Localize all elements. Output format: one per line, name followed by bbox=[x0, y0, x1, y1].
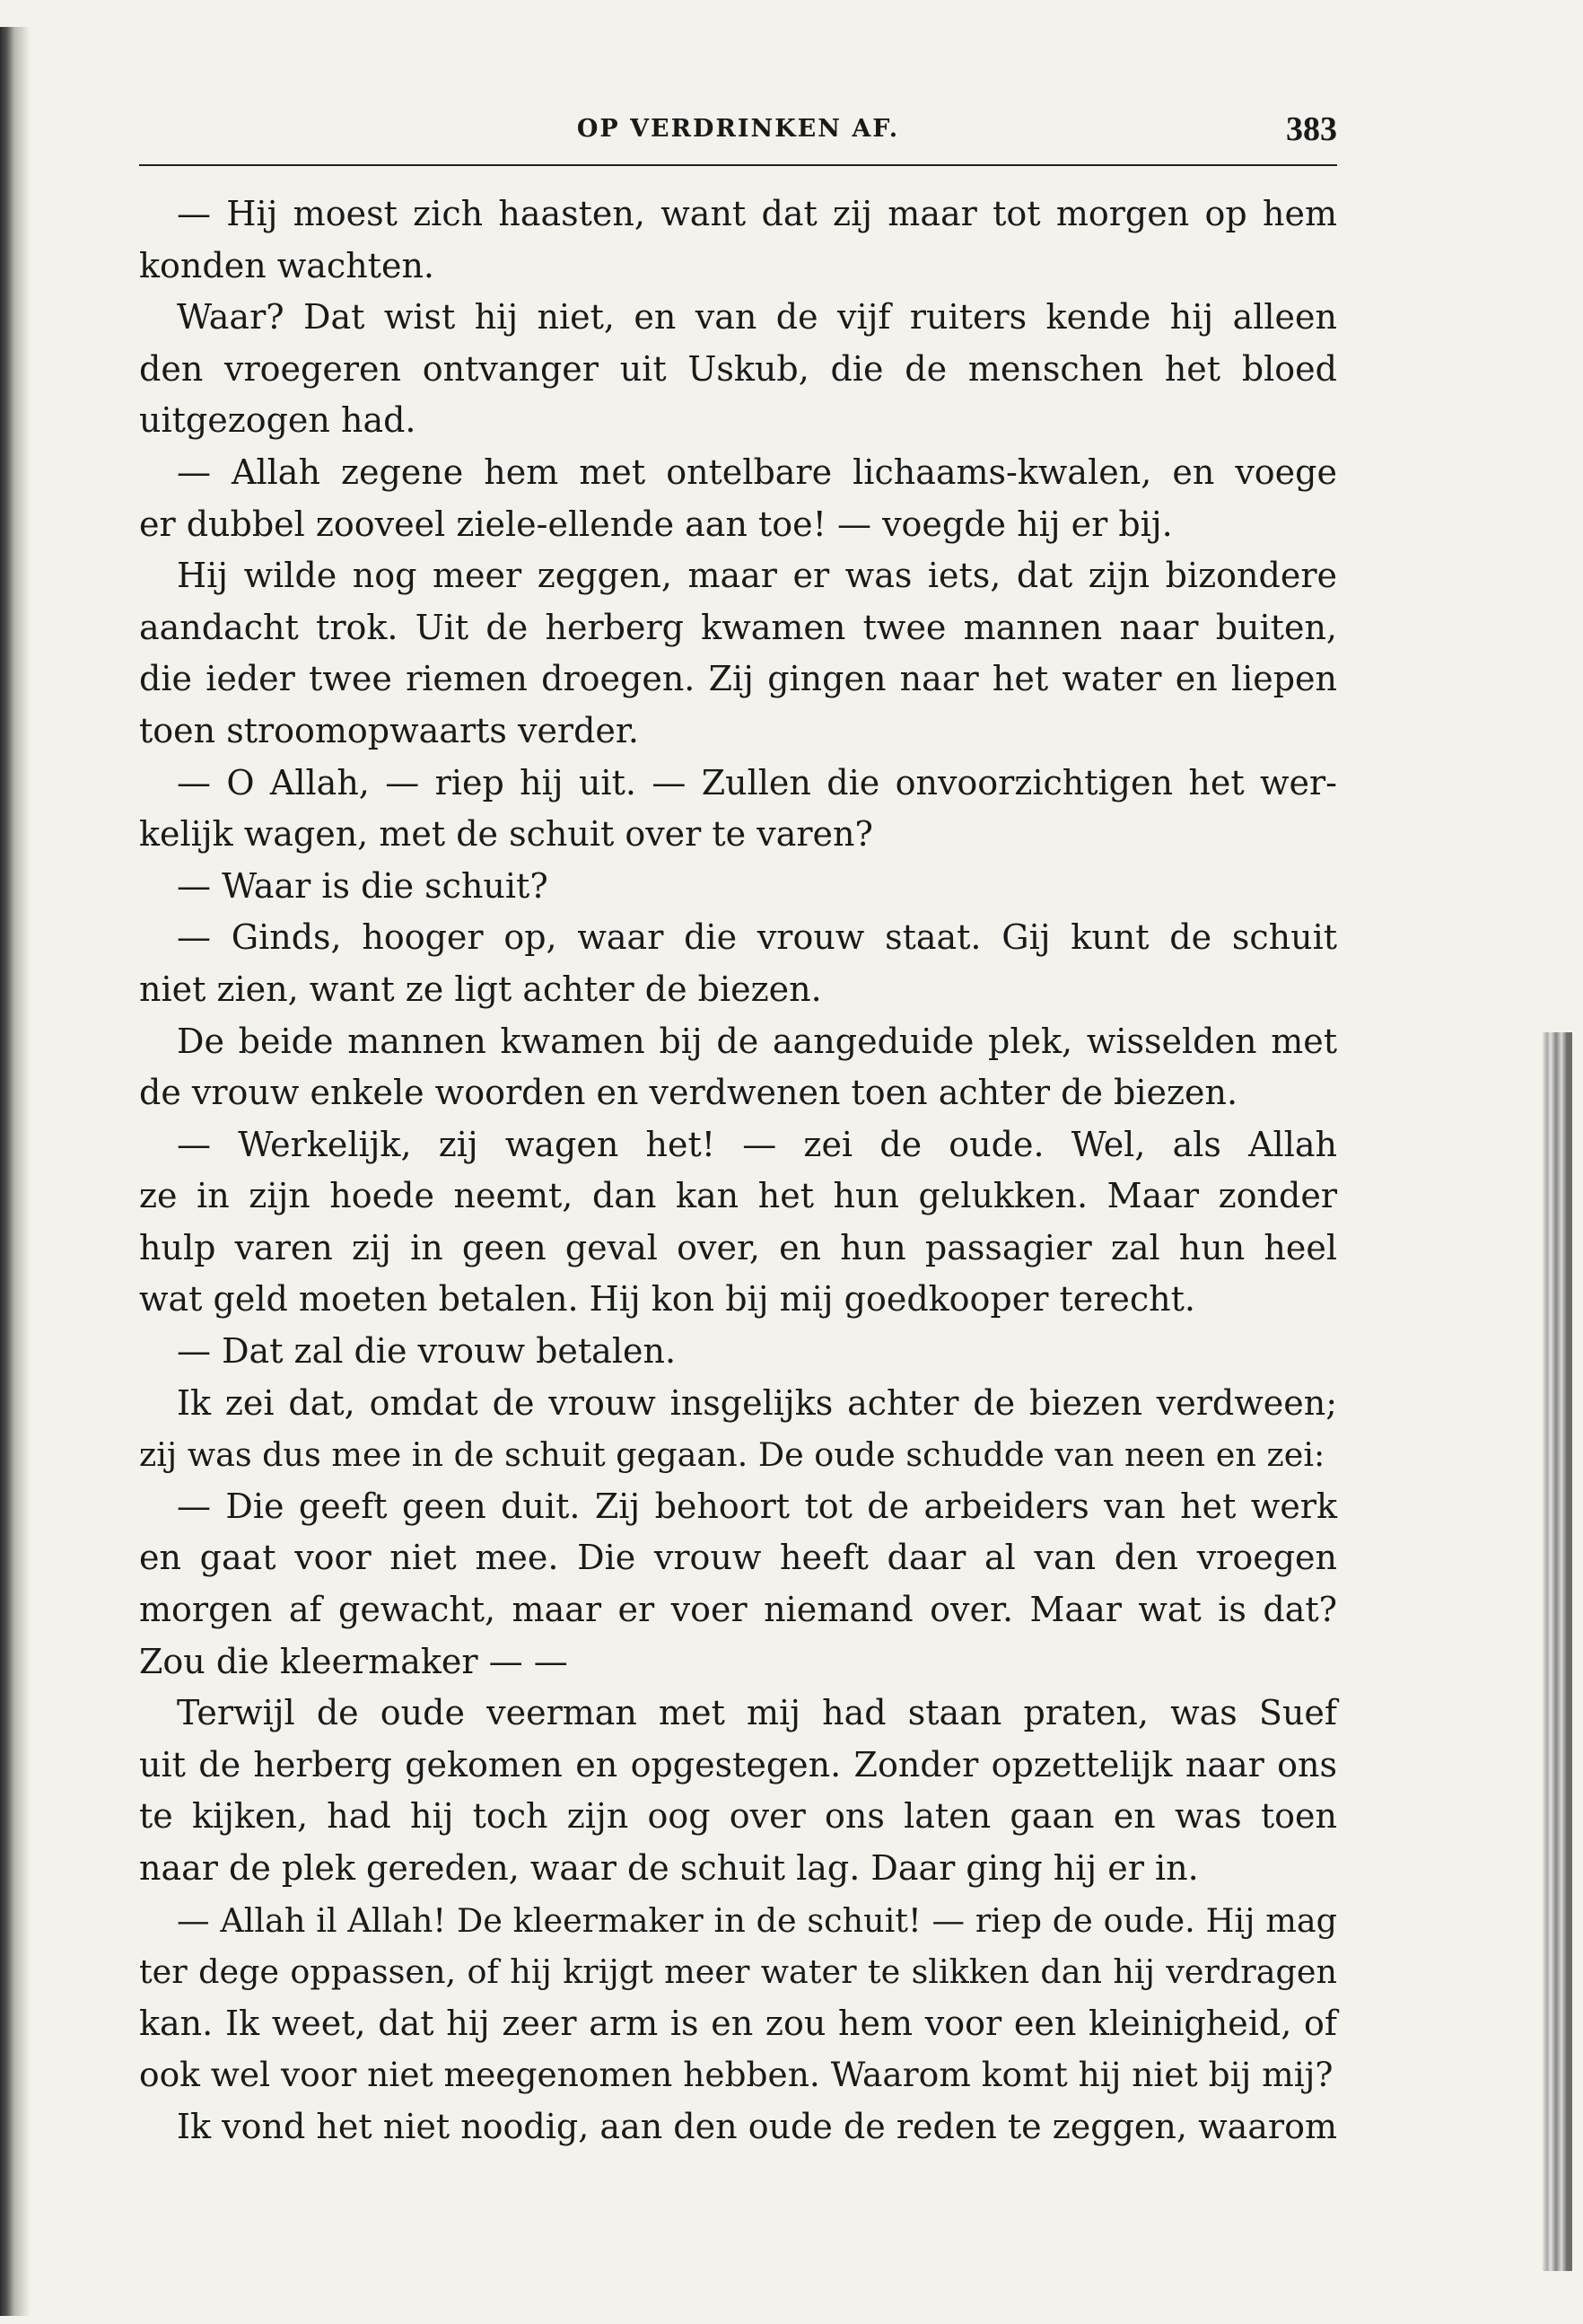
text-line: zij was dus mee in de schuit gegaan. De oude schudde van neen en zei: bbox=[139, 1435, 1325, 1475]
text-line: Ik zei dat, omdat de vrouw insgelijks achter de biezen verdween; bbox=[177, 1382, 1337, 1423]
text-line: wat geld moeten betalen. Hij kon bij mij goedkooper terecht. bbox=[139, 1279, 1195, 1320]
text-line: ze in zijn hoede neemt, dan kan het hun gelukken. Maar zonder bbox=[139, 1176, 1337, 1216]
text-line: — Hij moest zich haasten, want dat zij maar tot morgen op hem bbox=[177, 194, 1337, 233]
text-line: ook wel voor niet meegenomen hebben. Waarom komt hij niet bij mij? bbox=[139, 2055, 1334, 2095]
text-line: er dubbel zooveel ziele-ellende aan toe! — voegde hij er bij. bbox=[139, 504, 1173, 544]
text-line: te kijken, had hij toch zijn oog over ons laten gaan en was toen bbox=[139, 1796, 1337, 1837]
text-line: De beide mannen kwamen bij de aangeduide plek, wisselden met bbox=[177, 1021, 1337, 1061]
text-line: Waar? Dat wist hij niet, en van de vijf ruiters kende hij alleen bbox=[177, 297, 1337, 338]
binding-shadow bbox=[0, 27, 31, 2316]
text-line: hulp varen zij in geen geval over, en hun passagier zal hun heel bbox=[139, 1227, 1337, 1267]
text-line: — Allah il Allah! De kleermaker in de schuit! — riep de oude. Hij mag bbox=[177, 1900, 1337, 1940]
text-line: aandacht trok. Uit de herberg kwamen twee mannen naar buiten, bbox=[139, 607, 1337, 647]
text-line: — Waar is die schuit? bbox=[177, 865, 548, 906]
text-line: en gaat voor niet mee. Die vrouw heeft daar al van den vroegen bbox=[139, 1538, 1337, 1578]
text-line: Hij wilde nog meer zeggen, maar er was iets, dat zijn bizondere bbox=[177, 556, 1337, 596]
text-line: Terwijl de oude veerman met mij had staan praten, was Suef bbox=[177, 1693, 1337, 1733]
text-line: Ik vond het niet noodig, aan den oude de reden te zeggen, waarom bbox=[177, 2106, 1337, 2146]
text-line: — Allah zegene hem met ontelbare lichaams-kwalen, en voege bbox=[177, 452, 1337, 492]
running-title: OP VERDRINKEN AF. bbox=[576, 115, 900, 143]
page-number: 383 bbox=[1286, 110, 1337, 148]
text-line: uitgezogen had. bbox=[139, 400, 416, 441]
text-line: ter dege oppassen, of hij krijgt meer water te slikken dan hij verdragen bbox=[139, 1952, 1337, 1992]
text-line: — O Allah, — riep hij uit. — Zullen die onvoorzichtigen het wer- bbox=[177, 762, 1337, 802]
text-line: — Werkelijk, zij wagen het! — zei de oude. Wel, als Allah bbox=[177, 1124, 1337, 1164]
running-head bbox=[139, 108, 1337, 162]
text-line: kelijk wagen, met de schuit over te varen? bbox=[139, 814, 873, 855]
body-text bbox=[139, 189, 1337, 2153]
text-line: naar de plek gereden, waar de schuit lag. Daar ging hij er in. bbox=[139, 1848, 1199, 1888]
text-line: de vrouw enkele woorden en verdwenen toen achter de biezen. bbox=[139, 1073, 1238, 1113]
text-line: uit de herberg gekomen en opgestegen. Zonder opzettelijk naar ons bbox=[139, 1744, 1337, 1785]
text-line: niet zien, want ze ligt achter de biezen. bbox=[139, 969, 822, 1009]
header-rule bbox=[139, 164, 1337, 166]
text-line: toen stroomopwaarts verder. bbox=[139, 710, 639, 750]
text-line: — Ginds, hooger op, waar die vrouw staat. Gij kunt de schuit bbox=[177, 917, 1337, 958]
text-line: kan. Ik weet, dat hij zeer arm is en zou hem voor een kleinigheid, of bbox=[139, 2003, 1337, 2043]
text-line: morgen af gewacht, maar er voer niemand over. Maar wat is dat? bbox=[139, 1590, 1337, 1630]
page-edge bbox=[1542, 1032, 1572, 2271]
text-line: Zou die kleermaker — — bbox=[139, 1641, 568, 1681]
text-line: den vroegeren ontvanger uit Uskub, die de menschen het bloed bbox=[139, 348, 1337, 389]
text-line: die ieder twee riemen droegen. Zij gingen naar het water en liepen bbox=[139, 659, 1337, 699]
text-line: — Die geeft geen duit. Zij behoort tot de arbeiders van het werk bbox=[177, 1486, 1337, 1526]
text-line: konden wachten. bbox=[139, 245, 434, 285]
text-line: — Dat zal die vrouw betalen. bbox=[177, 1331, 677, 1372]
